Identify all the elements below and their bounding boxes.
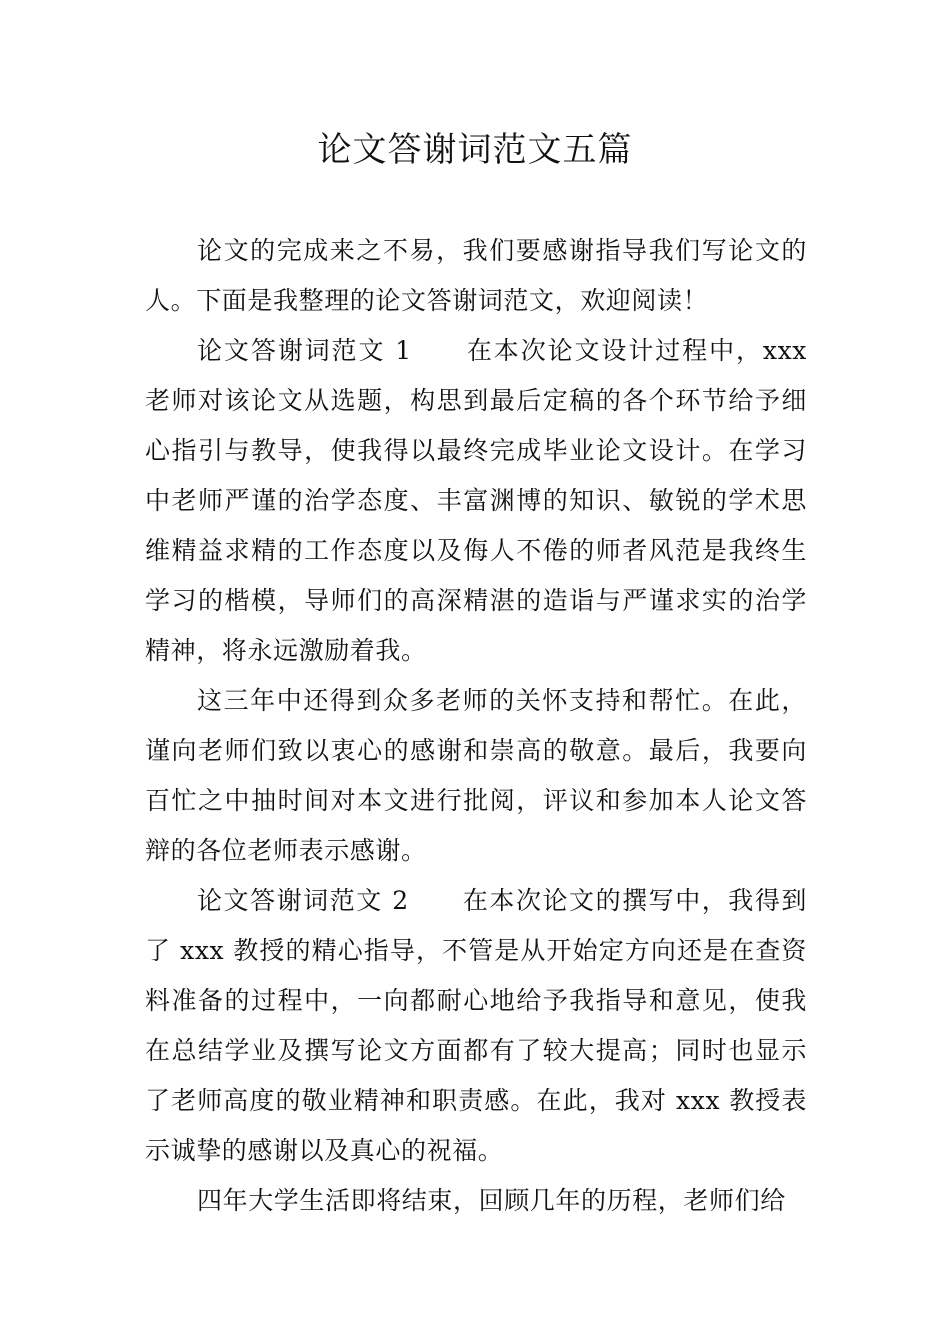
paragraph-thanks-teachers: 这三年中还得到众多老师的关怀支持和帮忙。在此，谨向老师们致以衷心的感谢和崇高的敬意。最后，我要向百忙之中抽时间对本文进行批阅，评议和参加本人论文答辩的各位老师表示感谢。 <box>145 686 807 865</box>
document-body <box>145 226 816 1226</box>
paragraph-university-life: 四年大学生活即将结束，回顾几年的历程，老师们给 <box>197 1186 786 1215</box>
paragraph-sample-2: 论文答谢词范文 2 在本次论文的撰写中，我得到了 xxx 教授的精心指导，不管是从开始定方向还是在查资料准备的过程中，一向都耐心地给予我指导和意见，使我在总结学业及撰写论文方面都有了较大提高；同时也显示了老师高度的敬业精神和职责感。在此，我对 xxx 教授表示诚挚的感谢以及真心的祝福。 <box>145 886 807 1165</box>
page-title: 论文答谢词范文五篇 <box>317 130 633 170</box>
paragraph-intro: 论文的完成来之不易，我们要感谢指导我们写论文的人。下面是我整理的论文答谢词范文，欢迎阅读！ <box>145 236 807 315</box>
paragraph-sample-1: 论文答谢词范文 1 在本次论文设计过程中，xxx 老师对该论文从选题，构思到最后定稿的各个环节给予细心指引与教导，使我得以最终完成毕业论文设计。在学习中老师严谨的治学态度、丰富渊博的知识、敏锐的学术思维精益求精的工作态度以及侮人不倦的师者风范是我终生学习的楷模，导师们的高深精湛的造诣与严谨求实的治学精神，将永远激励着我。 <box>145 336 816 665</box>
